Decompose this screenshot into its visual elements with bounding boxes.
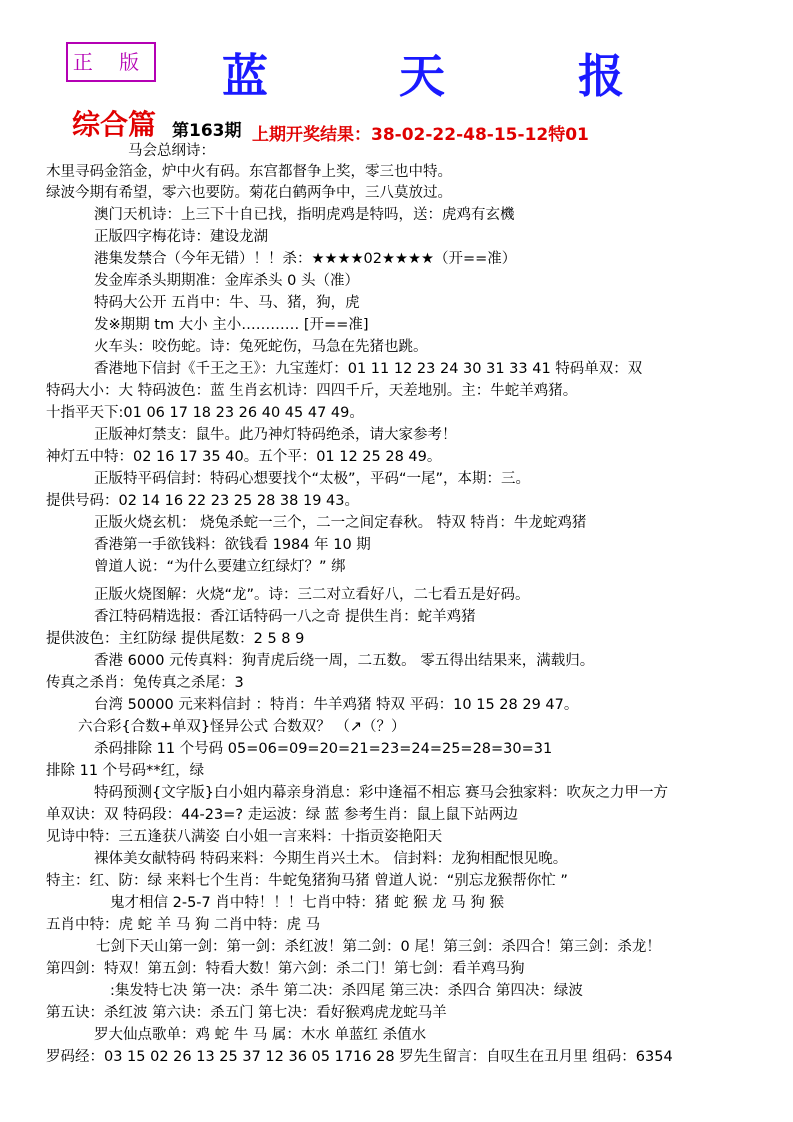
text-line: 特码大小：大 特码波色：蓝 生肖玄机诗：四四千斤，天差地别。主：牛蛇羊鸡猪。 (46, 383, 578, 399)
text-line: 第四剑：特双！第五剑：特看大数！第六剑：杀二门！第七剑：看羊鸡马狗 (46, 961, 525, 977)
text-line: 第五诀：杀红波 第六诀：杀五门 第七决：看好猴鸡虎龙蛇马羊 (46, 1005, 447, 1021)
text-line: 香港第一手欲钱料：欲钱看 1984 年 10 期 (94, 537, 371, 553)
text-line: 特码预测{文字版}白小姐内幕亲身消息：彩中逢福不相忘 赛马会独家料：吹灰之力甲一方 (94, 785, 669, 801)
text-line: 排除 11 个号码**红，绿 (46, 763, 205, 779)
text-line: 马会总纲诗： (128, 143, 215, 159)
text-line: 正版火烧图解：火烧“龙”。诗：三二对立看好八，二七看五是好码。 (94, 587, 530, 603)
text-line: 香港 6000 元传真料：狗青虎后绕一周，二五数。 零五得出结果来，满载归。 (94, 653, 595, 669)
text-line: 火车头：咬伤蛇。诗：兔死蛇伤，马急在先猪也跳。 (94, 339, 428, 355)
text-line: 罗码经：03 15 02 26 13 25 37 12 36 05 1716 28 罗先生留言：自叹生在丑月里 组码：6354 (46, 1049, 673, 1065)
issue-number: 第163期 (172, 121, 242, 141)
text-line: 曾道人说：“为什么要建立红绿灯？” 绑 (94, 559, 346, 575)
text-line: :集发特七决 第一决：杀牛 第二决：杀四尾 第三决：杀四合 第四决：绿波 (110, 983, 583, 999)
text-line: 特码大公开 五肖中：牛、马、猪，狗，虎 (94, 295, 360, 311)
text-line: 七剑下天山第一剑：第一剑：杀红波！第二剑：0 尾！第三剑：杀四合！第三剑：杀龙！ (96, 939, 661, 955)
text-line: 绿波今期有希望，零六也要防。菊花白鹤两争中，三八莫放过。 (46, 185, 452, 201)
text-line: 提供波色：主红防绿 提供尾数：2 5 8 9 (46, 631, 305, 647)
text-line: 香港地下信封《千王之王》：九宝莲灯：01 11 12 23 24 30 31 33 41 特码单双：双 (94, 361, 643, 377)
text-line: 发金库杀头期期准：金库杀头 0 头（准） (94, 273, 359, 289)
text-line: 木里寻码金箔金，炉中火有码。东宫都督争上奖，零三也中特。 (46, 164, 452, 180)
text-line: 提供号码：02 14 16 22 23 25 28 38 19 43。 (46, 493, 359, 509)
text-line: 神灯五中特：02 16 17 35 40。五个平：01 12 25 28 49。 (46, 449, 442, 465)
section-title: 综合篇 (72, 108, 157, 141)
text-line: 特主：红、防：绿 来料七个生肖：牛蛇兔猪狗马猪 曾道人说：“别忘龙猴帮你忙 ” (46, 873, 568, 889)
text-line: 正版四字梅花诗：建设龙湖 (94, 229, 268, 245)
text-line: 澳门天机诗：上三下十自已找，指明虎鸡是特吗，送：虎鸡有玄機 (94, 207, 515, 223)
last-draw-result: 上期开奖结果：38-02-22-48-15-12特01 (252, 125, 589, 145)
text-line: 发※期期 tm 大小 主小………… [开==准] (94, 317, 369, 333)
text-line: 罗大仙点歌单：鸡 蛇 牛 马 属：木水 单蓝红 杀值水 (94, 1027, 427, 1043)
title-char-2: 天 (399, 49, 445, 103)
text-line: 十指平天下:01 06 17 18 23 26 40 45 47 49。 (46, 405, 364, 421)
text-line: 鬼才相信 2-5-7 肖中特！！！七肖中特：猪 蛇 猴 龙 马 狗 猴 (110, 895, 505, 911)
text-line: 见诗中特：三五逢获八满姿 白小姐一言来料：十指贡姿艳阳天 (46, 829, 443, 845)
text-line: 正版火烧玄机： 烧兔杀蛇一三个，二一之间定春秋。 特双 特肖：牛龙蛇鸡猪 (94, 515, 587, 531)
text-line: 正版神灯禁支：鼠牛。此乃神灯特码绝杀，请大家参考！ (94, 427, 457, 443)
text-line: 正版特平码信封：特码心想要找个“太极”，平码“一尾”，本期：三。 (94, 471, 531, 487)
title-char-3: 报 (578, 49, 624, 103)
text-line: 杀码排除 11 个号码 05=06=09=20=21=23=24=25=28=30=31 (94, 741, 553, 757)
edition-badge: 正 版 (66, 42, 156, 82)
title-char-1: 蓝 (222, 49, 268, 103)
text-line: 传真之杀肖：兔传真之杀尾：3 (46, 675, 244, 691)
text-line: 裸体美女献特码 特码来料：今期生肖兴土木。 信封料：龙狗相配恨见晚。 (94, 851, 568, 867)
text-line: 香江特码精选报：香江话特码一八之奇 提供生肖：蛇羊鸡猪 (94, 609, 476, 625)
text-line: 六合彩{合数+单双}怪异公式 合数双？ （↗（？） (78, 719, 406, 735)
text-line: 台湾 50000 元来料信封 ：特肖：牛羊鸡猪 特双 平码：10 15 28 29 47。 (94, 697, 579, 713)
text-line: 港集发禁合（今年无错）！！杀：★★★★02★★★★（开==准） (94, 251, 517, 267)
text-line: 单双诀：双 特码段：44-23=? 走运波：绿 蓝 参考生肖：鼠上鼠下站两边 (46, 807, 518, 823)
text-line: 五肖中特：虎 蛇 羊 马 狗 二肖中特：虎 马 (46, 917, 321, 933)
